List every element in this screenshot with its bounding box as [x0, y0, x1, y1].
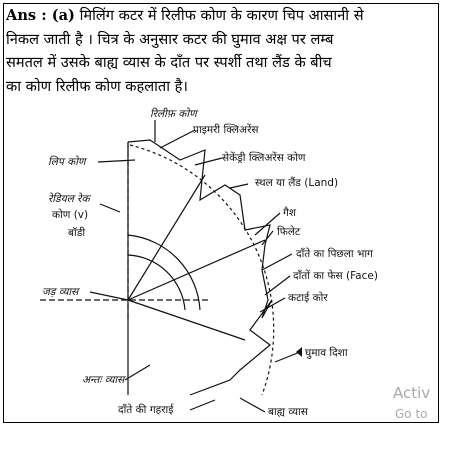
answer-line-4: का कोण रिलीफ कोण कहलाता है।	[6, 77, 188, 95]
answer-line-2: निकल जाती है । चित्र के अनुसार कटर की घुमाव अक्ष पर लम्ब	[6, 30, 334, 48]
label-land: स्थल या लैंड (Land)	[255, 177, 339, 189]
label-radial-rake-1: रेडियल रेक	[48, 193, 90, 205]
label-tooth-face: दाँतों का फेस (Face)	[293, 270, 378, 282]
label-primary-clearance: प्राइमरी क्लिअरेंस	[193, 124, 259, 136]
label-root-diameter: जड़ व्यास	[42, 286, 79, 298]
label-tooth-back: दाँते का पिछला भाग	[296, 248, 373, 260]
label-fillet: फिलेट	[277, 226, 301, 238]
answer-line-1-text: मिलिंग कटर में रिलीफ कोण के कारण चिप आसानी से	[79, 7, 364, 24]
teeth-profile	[128, 140, 272, 395]
label-tooth-depth: दाँते की गहराई	[118, 404, 174, 416]
watermark-line-1: Activ	[393, 384, 431, 402]
label-rotation-direction: घुमाव दिशा	[305, 347, 348, 359]
label-radial-rake-2: कोण (v)	[52, 209, 89, 221]
label-secondary-clearance: सेकेंड्री क्लिअरेंस कोण	[222, 152, 306, 164]
answer-prefix: Ans : (a)	[6, 7, 75, 24]
label-gash: गैश	[283, 207, 297, 219]
label-outer-diameter: बाह्य व्यास	[268, 406, 308, 418]
hub-arc-outer	[128, 235, 200, 310]
label-cutting-edge: कटाई कोर	[288, 292, 328, 304]
label-inner-diameter: अन्तः व्यास	[82, 374, 125, 386]
label-lip-angle: लिप कोण	[48, 156, 86, 168]
label-body: बॉडी	[68, 227, 86, 239]
radial-line-2	[128, 300, 245, 340]
label-relief-angle: रिलीफ़ कोण	[150, 108, 197, 120]
hub-arc-inner	[128, 255, 185, 310]
watermark-line-2: Go to	[395, 407, 428, 421]
answer-line-3: समतल में उसके बाह्य व्यास के दाँत पर स्पर्शी तथा लैंड के बीच	[6, 54, 332, 71]
